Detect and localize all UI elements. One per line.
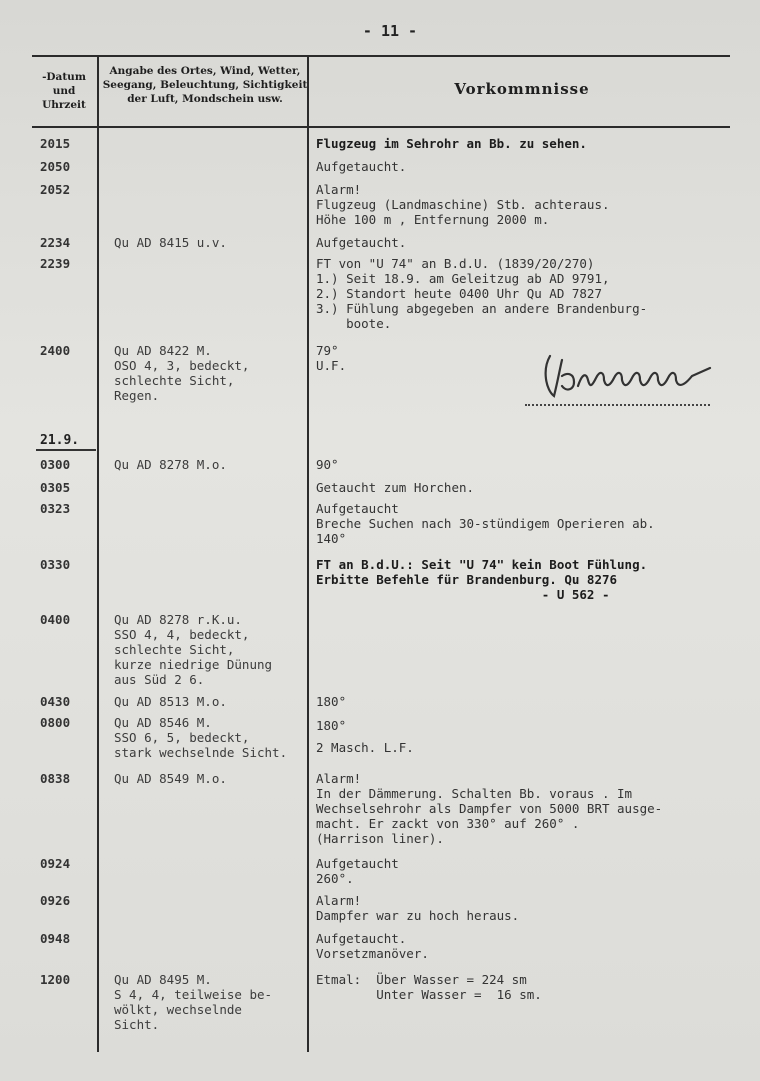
entry-event: 79° U.F. (316, 343, 347, 373)
header-events: Vorkommnisse (454, 80, 590, 98)
entry-event: Aufgetaucht 260°. (316, 856, 399, 886)
entry-place: Qu AD 8415 u.v. (114, 235, 227, 250)
signature-line (525, 404, 710, 406)
entry-time: 0430 (40, 694, 71, 709)
entry-event: 180° 2 Masch. L.F. (316, 718, 414, 755)
entry-event: Etmal: Über Wasser = 224 sm Unter Wasser = 16 sm. (316, 972, 542, 1002)
entry-time: 0323 (40, 501, 71, 516)
entry-place: Qu AD 8495 M. S 4, 4, teilweise be- wölkt, wechselnde Sicht. (114, 972, 273, 1032)
column-divider-2 (307, 57, 309, 1052)
entry-place: Qu AD 8278 M.o. (114, 457, 227, 472)
entry-time: 2015 (40, 136, 71, 151)
entry-event: Getaucht zum Horchen. (316, 480, 475, 495)
entry-place: Qu AD 8546 M. SSO 6, 5, bedeckt, stark wechselnde Sicht. (114, 715, 288, 760)
entry-event: 180° (316, 694, 347, 709)
entry-event: Aufgetaucht. Vorsetzmanöver. (316, 931, 429, 961)
entry-time: 0838 (40, 771, 71, 786)
entry-time: 0300 (40, 457, 71, 472)
page-number: - 11 - (362, 22, 418, 40)
entry-event: FT von "U 74" an B.d.U. (1839/20/270) 1.) Seit 18.9. am Geleitzug ab AD 9791, 2.) Standort heute 0400 Uhr Qu AD 7827 3.) Fühlung abgegeben an andere Brandenburg- boote. (316, 256, 648, 331)
entry-time: 0924 (40, 856, 71, 871)
entry-event: Aufgetaucht. (316, 159, 407, 174)
entry-time: 2239 (40, 256, 71, 271)
entry-time: 2050 (40, 159, 71, 174)
entry-event: Alarm! In der Dämmerung. Schalten Bb. voraus . Im Wechselsehrohr als Dampfer von 5000 BRT ausge- macht. Er zackt von 330° auf 260° . (Harrison liner). (316, 771, 663, 846)
entry-time: 0926 (40, 893, 71, 908)
entry-place: Qu AD 8278 r.K.u. SSO 4, 4, bedeckt, schlechte Sicht, kurze niedrige Dünung aus Süd 2 6. (114, 612, 273, 687)
header-place: Angabe des Ortes, Wind, Wetter, Seegang, Beleuchtung, Sichtigkeit der Luft, Mondschein usw. (102, 65, 308, 105)
entry-event: Alarm! Flugzeug (Landmaschine) Stb. achteraus. Höhe 100 m , Entfernung 2000 m. (316, 182, 610, 227)
entry-place: Qu AD 8513 M.o. (114, 694, 227, 709)
entry-time: 2400 (40, 343, 71, 358)
entry-event: Flugzeug im Sehrohr an Bb. zu sehen. (316, 136, 587, 151)
signature (522, 350, 722, 405)
entry-event: 90° (316, 457, 339, 472)
entry-time: 0800 (40, 715, 71, 730)
entry-time: 2052 (40, 182, 71, 197)
entry-time: 2234 (40, 235, 71, 250)
entry-place: Qu AD 8422 M. OSO 4, 3, bedeckt, schlechte Sicht, Regen. (114, 343, 250, 403)
date-underline (36, 449, 96, 451)
entry-event: Aufgetaucht Breche Suchen nach 30-stündigem Operieren ab. 140° (316, 501, 655, 546)
entry-event: FT an B.d.U.: Seit "U 74" kein Boot Fühlung. Erbitte Befehle für Brandenburg. Qu 8276 - U 562 - (316, 557, 648, 602)
entry-time: 0305 (40, 480, 71, 495)
header-time: -Datum und Uhrzeit (42, 71, 86, 111)
column-divider-1 (97, 57, 99, 1052)
entry-event: Alarm! Dampfer war zu hoch heraus. (316, 893, 520, 923)
header-rule (32, 126, 730, 128)
entry-time: 0948 (40, 931, 71, 946)
entry-time: 0330 (40, 557, 71, 572)
entry-place: Qu AD 8549 M.o. (114, 771, 227, 786)
entry-event: Aufgetaucht. (316, 235, 407, 250)
date-marker: 21.9. (40, 433, 80, 448)
entry-time: 0400 (40, 612, 71, 627)
entry-time: 1200 (40, 972, 71, 987)
top-rule (32, 55, 730, 57)
